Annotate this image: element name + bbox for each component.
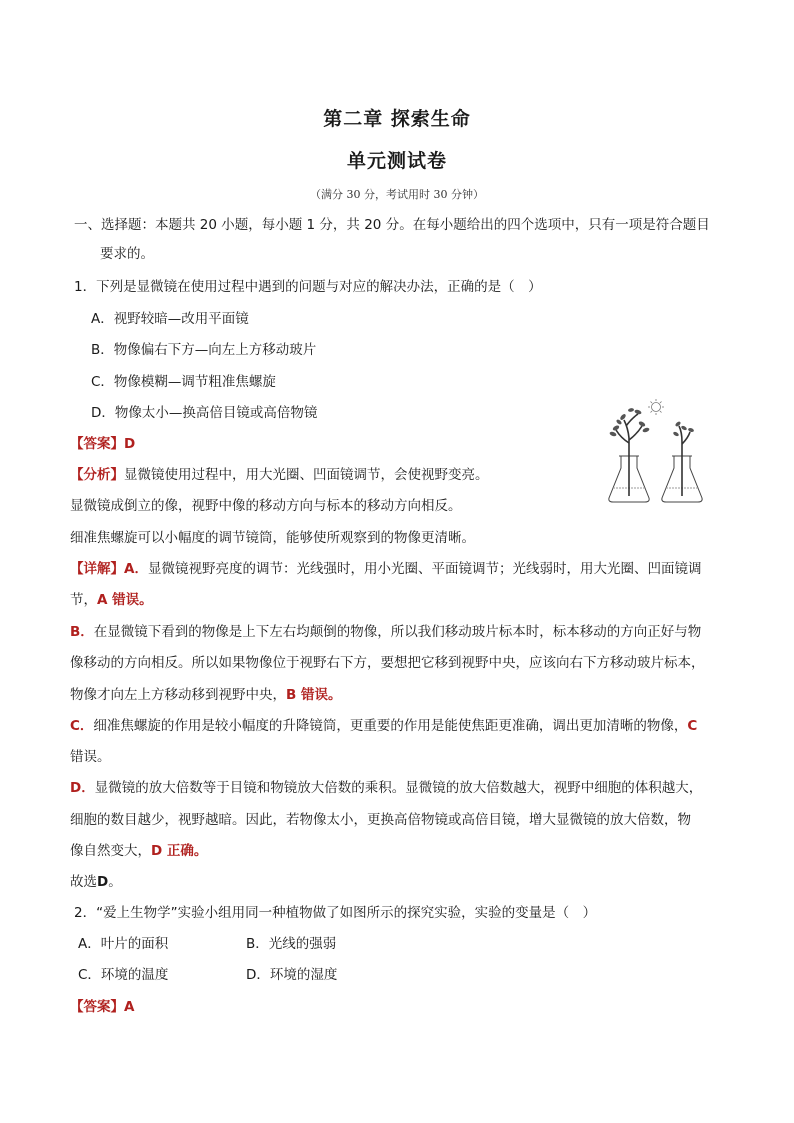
detail-a-prefix: A．: [124, 561, 148, 577]
q1-detail-d-line1: [70, 779, 702, 797]
detail-d-text: 显微镜的放大倍数等于目镜和物镜放大倍数的乘积。显微镜的放大倍数越大，视野中细胞的体积越大，: [94, 780, 703, 796]
detail-b-text3: 物像才向左上方移动移到视野中央，: [70, 687, 286, 703]
analysis-text: 显微镜使用过程中，用大光圈、凹面镜调节，会使视野变亮。: [124, 467, 489, 483]
detail-d-verdict: D 正确。: [151, 843, 208, 859]
q1-detail-d-line2: 细胞的数目越少，视野越暗。因此，若物像太小，更换高倍物镜或高倍目镜，增大显微镜的放大倍数，物: [70, 812, 691, 828]
q2-option-c: C．环境的温度: [78, 967, 169, 983]
section-intro-line2: 要求的。: [100, 246, 154, 262]
q2-option-a: A．叶片的面积: [78, 936, 169, 952]
q1-stem: 1．下列是显微镜在使用过程中遇到的问题与对应的解决办法，正确的是（ ）: [74, 279, 542, 295]
detail-b-verdict: B 错误。: [286, 687, 342, 703]
conclusion-prefix: 故选: [70, 874, 97, 890]
detail-a-verdict: A 错误。: [97, 592, 153, 608]
q1-answer: [70, 435, 135, 453]
q2-option-d: D．环境的湿度: [246, 967, 338, 983]
q1-analysis-line2: 显微镜成倒立的像，视野中像的移动方向与标本的移动方向相反。: [70, 498, 462, 514]
q1-option-d: D．物像太小—换高倍目镜或高倍物镜: [91, 405, 318, 421]
q1-detail-a-line1: [70, 560, 701, 578]
conclusion-answer: D: [97, 874, 109, 890]
right-plant: [679, 426, 690, 496]
detail-c-text: 细准焦螺旋的作用是较小幅度的升降镜筒，更重要的作用是能使焦距更准确，调出更加清晰的物像，: [93, 718, 688, 734]
q1-option-a: A．视野较暗—改用平面镜: [91, 311, 249, 327]
sun-icon: [648, 399, 664, 415]
detail-d-prefix: D．: [70, 780, 95, 796]
detail-c-verdict-letter: C: [687, 718, 698, 734]
test-title: 单元测试卷: [346, 150, 447, 172]
detail-b-text: 在显微镜下看到的物像是上下左右均颠倒的物像，所以我们移动玻片标本时，标本移动的方向正好与物: [93, 624, 702, 640]
answer-value: D: [124, 436, 136, 452]
q1-analysis-line1: [70, 466, 489, 484]
q1-detail-c-line2: 错误。: [70, 749, 111, 765]
q1-analysis-line3: 细准焦螺旋可以小幅度的调节镜筒，能够使所观察到的物像更清晰。: [70, 530, 475, 546]
q1-detail-a-line2: [70, 591, 153, 609]
q1-detail-b-line1: [70, 623, 701, 641]
q2-option-b: B．光线的强弱: [246, 936, 337, 952]
conclusion-suffix: 。: [108, 874, 122, 890]
detail-a-text2: 节，: [70, 592, 97, 608]
experiment-figure: [604, 398, 712, 508]
q2-answer-value: A: [124, 999, 135, 1015]
detail-b-prefix: B．: [70, 624, 94, 640]
q2-answer: [70, 998, 134, 1016]
analysis-label: 【分析】: [70, 467, 124, 483]
detail-d-text3: 像自然变大，: [70, 843, 151, 859]
chapter-title: 第二章 探索生命: [323, 108, 471, 130]
q2-answer-label: 【答案】: [70, 999, 124, 1015]
section-intro-line1: 一、选择题：本题共 20 小题，每小题 1 分，共 20 分。在每小题给出的四个选项中，只有一项是符合题目: [74, 217, 710, 233]
q1-conclusion: [70, 873, 122, 891]
q1-detail-c-line1: [70, 717, 697, 735]
q1-detail-d-line3: [70, 842, 207, 860]
answer-label: 【答案】: [70, 436, 124, 452]
detail-label: 【详解】: [70, 561, 124, 577]
q1-detail-b-line2: 像移动的方向相反。所以如果物像位于视野右下方，要想把它移到视野中央，应该向右下方移动玻片标本，: [70, 655, 705, 671]
left-plant: [616, 414, 642, 496]
q1-option-c: C．物像模糊—调节粗准焦螺旋: [91, 374, 276, 390]
detail-c-prefix: C．: [70, 718, 94, 734]
q1-detail-b-line3: [70, 686, 342, 704]
q2-stem: 2．“爱上生物学”实验小组用同一种植物做了如图所示的探究实验，实验的变量是（ ）: [74, 905, 597, 921]
detail-a-text: 显微镜视野亮度的调节：光线强时，用小光圈、平面镜调节；光线弱时，用大光圈、凹面镜调: [147, 561, 702, 577]
exam-info: （满分 30 分，考试用时 30 分钟）: [310, 188, 484, 201]
q1-option-b: B．物像偏右下方—向左上方移动玻片: [91, 342, 317, 358]
right-leaves: [673, 421, 695, 437]
